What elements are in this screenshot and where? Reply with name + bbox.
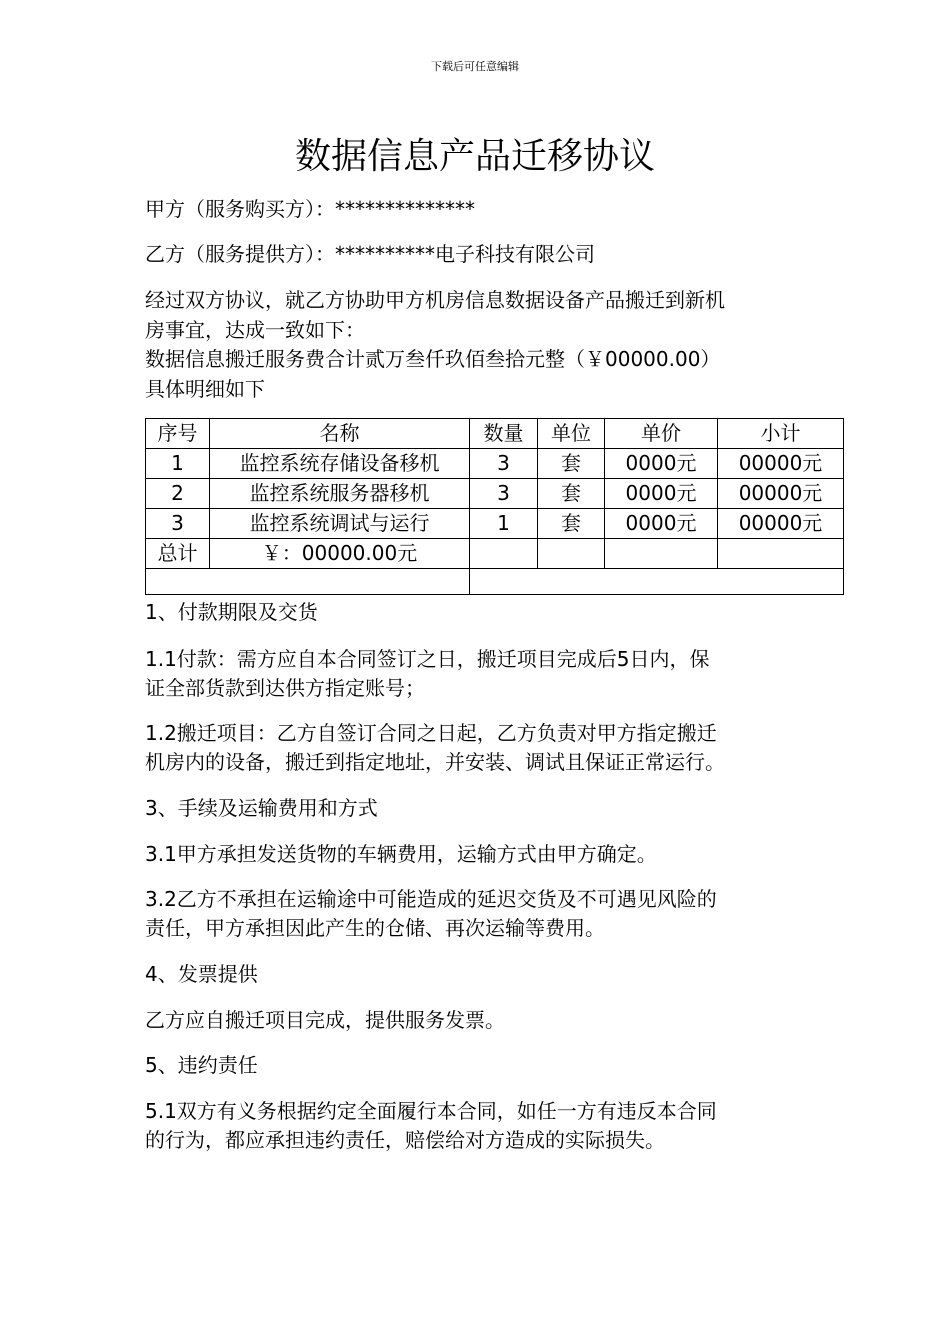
intro-line-2: 房事宜，达成一致如下： [145, 318, 365, 342]
section-3-2-line-2: 责任，甲方承担因此产生的仓储、再次运输等费用。 [145, 916, 605, 940]
fee-table [145, 418, 844, 595]
header-note: 下载后可任意编辑 [431, 60, 519, 73]
section-4-text: 乙方应自搬迁项目完成，提供服务发票。 [145, 1008, 505, 1032]
section-4-title: 4、发票提供 [145, 962, 258, 986]
table-cell: 1 [146, 449, 210, 479]
table-row [146, 509, 844, 539]
document-title: 数据信息产品迁移协议 [294, 136, 655, 177]
table-cell [470, 569, 844, 595]
intro-line-4: 具体明细如下 [145, 377, 265, 401]
table-cell: 3 [470, 449, 538, 479]
table-cell: 0000元 [605, 509, 718, 539]
section-3-title: 3、手续及运输费用和方式 [145, 796, 378, 820]
section-3-2-line-1: 3.2乙方不承担在运输途中可能造成的延迟交货及不可遇见风险的 [145, 887, 717, 911]
section-1-title: 1、付款期限及交货 [145, 600, 318, 624]
section-1-1-line-2: 证全部货款到达供方指定账号； [145, 676, 425, 700]
table-cell: 监控系统存储设备移机 [210, 449, 470, 479]
party-a: 甲方（服务购买方）：************** [145, 197, 475, 221]
table-cell: 0000元 [605, 449, 718, 479]
table-cell: 00000元 [718, 479, 844, 509]
total-value: ￥：00000.00元 [210, 539, 470, 569]
table-cell: 1 [470, 509, 538, 539]
table-cell [538, 539, 605, 569]
table-cell: 监控系统调试与运行 [210, 509, 470, 539]
table-cell: 3 [146, 509, 210, 539]
table-row [146, 479, 844, 509]
table-cell: 套 [538, 479, 605, 509]
section-3-1: 3.1甲方承担发送货物的车辆费用，运输方式由甲方确定。 [145, 842, 657, 866]
total-label: 总计 [146, 539, 210, 569]
section-1-2-line-1: 1.2搬迁项目：乙方自签订合同之日起，乙方负责对甲方指定搬迁 [145, 721, 717, 745]
table-cell: 2 [146, 479, 210, 509]
section-5-title: 5、违约责任 [145, 1053, 258, 1077]
table-blank-row [146, 569, 844, 595]
table-cell: 套 [538, 449, 605, 479]
header-cell: 单价 [605, 419, 718, 449]
intro-line-3: 数据信息搬迁服务费合计贰万叁仟玖佰叁拾元整（￥00000.00） [145, 347, 721, 371]
table-cell: 3 [470, 479, 538, 509]
intro-line-1: 经过双方协议，就乙方协助甲方机房信息数据设备产品搬迁到新机 [145, 288, 725, 312]
table-cell: 0000元 [605, 479, 718, 509]
table-cell [605, 539, 718, 569]
header-cell: 小计 [718, 419, 844, 449]
header-cell: 单位 [538, 419, 605, 449]
header-cell: 数量 [470, 419, 538, 449]
section-1-2-line-2: 机房内的设备，搬迁到指定地址，并安装、调试且保证正常运行。 [145, 750, 725, 774]
table-cell: 监控系统服务器移机 [210, 479, 470, 509]
header-cell: 名称 [210, 419, 470, 449]
table-cell [470, 539, 538, 569]
table-row [146, 449, 844, 479]
section-1-1-line-1: 1.1付款：需方应自本合同签订之日，搬迁项目完成后5日内，保 [145, 647, 710, 671]
section-5-1-line-1: 5.1双方有义务根据约定全面履行本合同，如任一方有违反本合同 [145, 1099, 717, 1123]
table-cell [718, 539, 844, 569]
table-total-row [146, 539, 844, 569]
table-header-row [146, 419, 844, 449]
table-cell: 套 [538, 509, 605, 539]
header-cell: 序号 [146, 419, 210, 449]
table-cell [146, 569, 470, 595]
table-cell: 00000元 [718, 449, 844, 479]
table-cell: 00000元 [718, 509, 844, 539]
section-5-1-line-2: 的行为，都应承担违约责任，赔偿给对方造成的实际损失。 [145, 1128, 665, 1152]
party-b: 乙方（服务提供方）：**********电子科技有限公司 [145, 242, 595, 266]
